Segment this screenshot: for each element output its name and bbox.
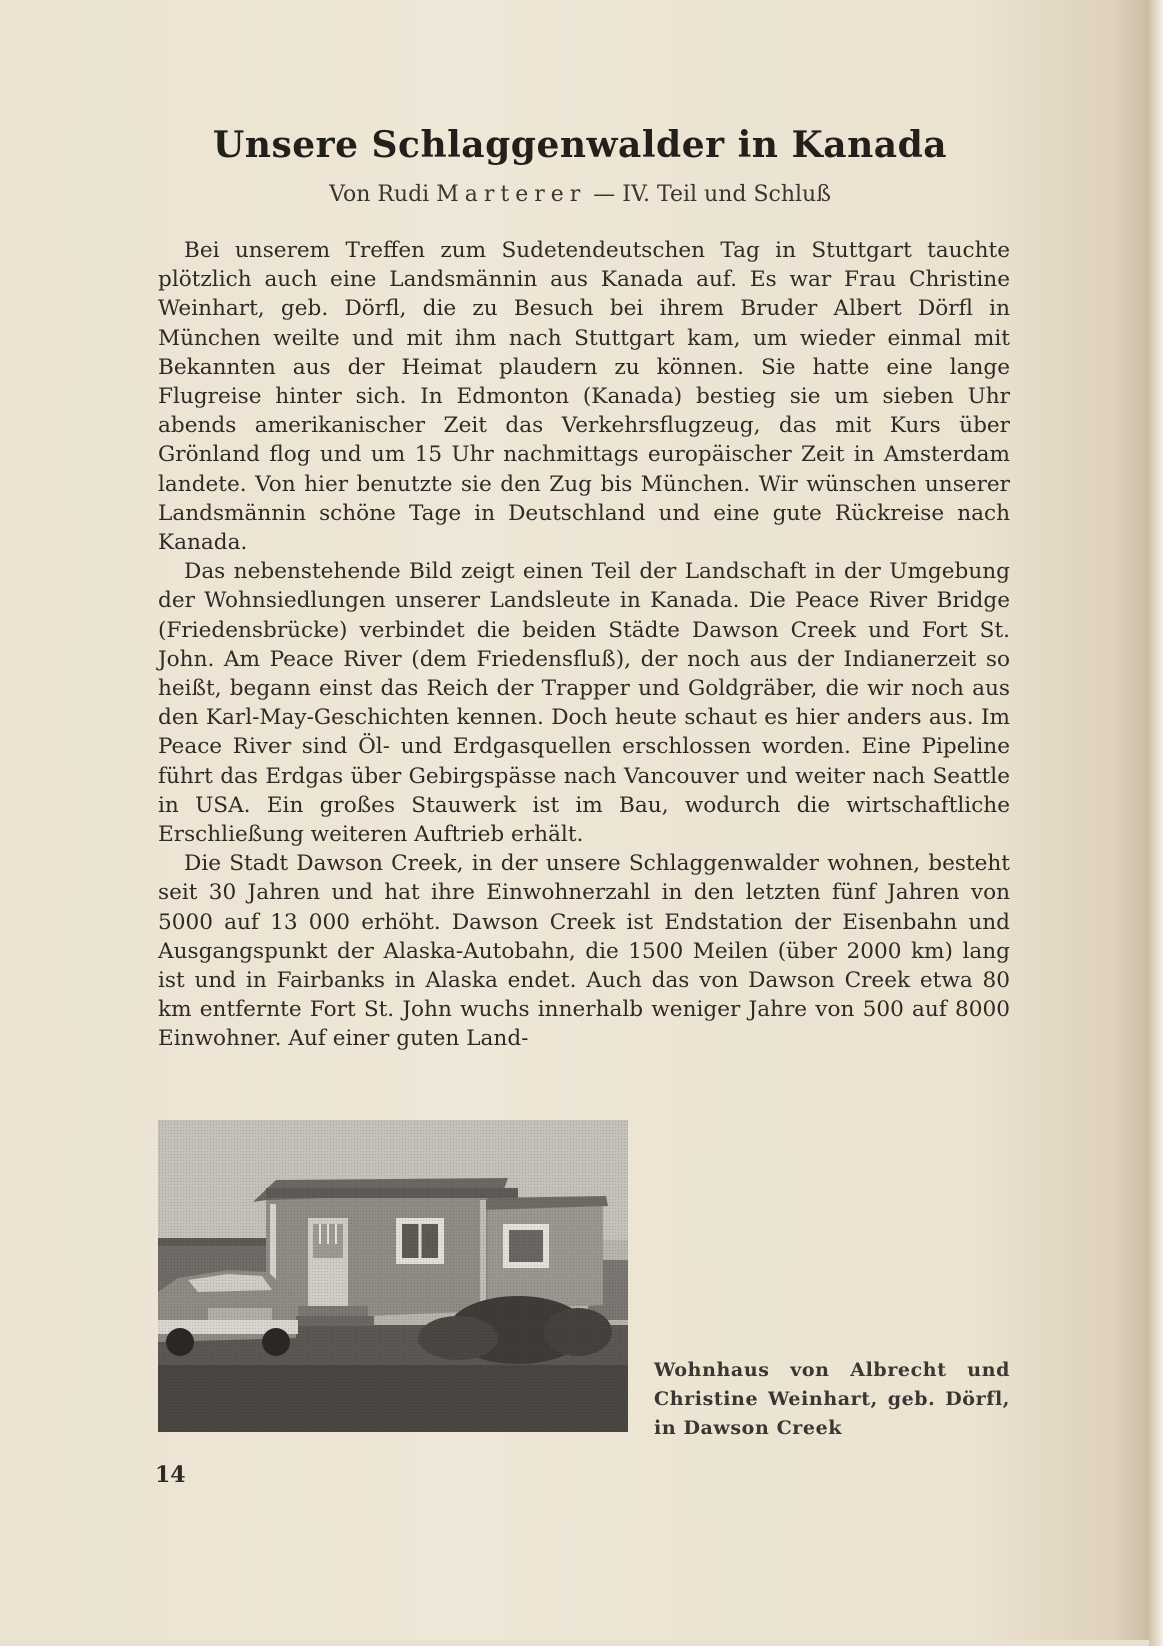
byline-prefix: Von Rudi <box>329 182 437 207</box>
photo-caption: Wohnhaus von Albrecht und Christine Weinhart, geb. Dörfl, in Dawson Creek <box>654 1359 1010 1439</box>
house-photo <box>158 1120 628 1432</box>
page-edge <box>1149 0 1163 1646</box>
page-number: 14 <box>155 1462 186 1488</box>
byline-suffix: — IV. Teil und Schluß <box>586 182 831 207</box>
article-body <box>158 236 1010 1054</box>
article-byline <box>150 182 1010 207</box>
paragraph-3: Die Stadt Dawson Creek, in der unsere Schlaggenwalder wohnen, besteht seit 30 Jahren und hat ihre Einwohnerzahl in den letzten fünf Jahren von 5000 auf 13 000 erhöht. Dawson Creek ist Endstation der Eisenbahn und Ausgangspunkt der Alaska-Autobahn, die 1500 Meilen (über 2000 km) lang ist und in Fairbanks in Alaska endet. Auch das von Dawson Creek etwa 80 km entfernte Fort St. John wuchs innerhalb weniger Jahre von 500 auf 8000 Einwohner. Auf einer guten Land- <box>158 851 1010 1052</box>
paragraph-2: Das nebenstehende Bild zeigt einen Teil der Landschaft in der Umgebung der Wohnsiedlungen unserer Landsleute in Kanada. Die Peace River Bridge (Friedensbrücke) verbindet die beiden Städte Dawson Creek und Fort St. John. Am Peace River (dem Friedensfluß), der noch aus der Indianerzeit so heißt, begann einst das Reich der Trapper und Goldgräber, die wir noch aus den Karl-May-Geschichten kennen. Doch heute schaut es hier anders aus. Im Peace River sind Öl- und Erdgasquellen erschlossen worden. Eine Pipeline führt das Erdgas über Gebirgspässe nach Vancouver und weiter nach Seattle in USA. Ein großes Stauwerk ist im Bau, wodurch die wirtschaftliche Erschließung weiteren Auftrieb erhält. <box>158 559 1010 848</box>
article-title: Unsere Schlaggenwalder in Kanada <box>212 124 948 166</box>
paragraph-1: Bei unserem Treffen zum Sudetendeutschen Tag in Stuttgart tauchte plötzlich auch eine Landsmännin aus Kanada auf. Es war Frau Christine Weinhart, geb. Dörfl, die zu Besuch bei ihrem Bruder Albert Dörfl in München weilte und mit ihm nach Stuttgart kam, um wieder einmal mit Bekannten aus der Heimat plaudern zu können. Sie hatte eine lange Flugreise hinter sich. In Edmonton (Kanada) bestieg sie um sieben Uhr abends amerikanischer Zeit das Verkehrsflugzeug, das mit Kurs über Grönland flog und um 15 Uhr nachmittags europäischer Zeit in Amsterdam landete. Von hier benutzte sie den Zug bis München. Wir wünschen unserer Landsmännin schöne Tage in Deutschland und eine gute Rückreise nach Kanada. <box>158 238 1010 556</box>
byline-author-surname: Marterer <box>436 182 587 207</box>
house-photo-illustration <box>158 1120 628 1432</box>
